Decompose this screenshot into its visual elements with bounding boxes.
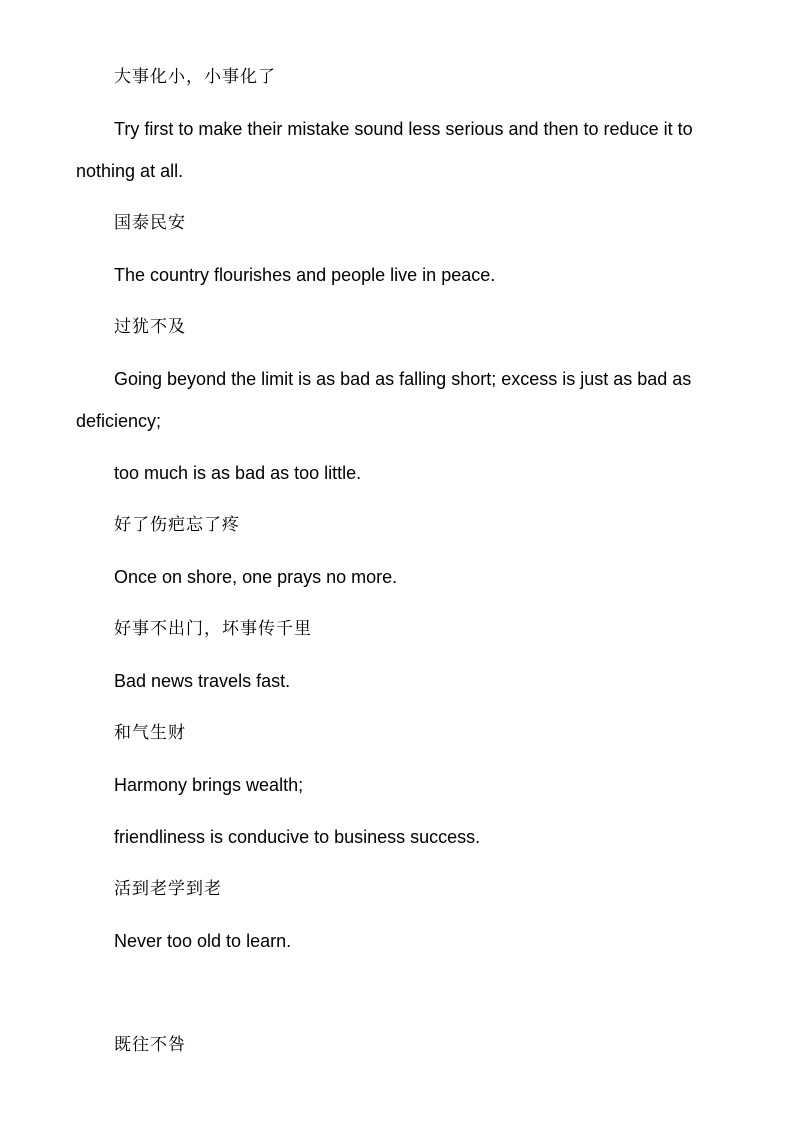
proverb-chinese: 国泰民安	[114, 213, 186, 233]
proverb-chinese: 好了伤疤忘了疼	[114, 515, 240, 535]
translation-line-continued: deficiency;	[76, 411, 162, 431]
proverb-chinese: 既往不咎	[114, 1035, 186, 1055]
proverb-chinese: 好事不出门，坏事传千里	[114, 619, 312, 639]
proverb-chinese: 过犹不及	[114, 317, 186, 337]
translation-line: Bad news travels fast.	[114, 671, 291, 691]
proverb-chinese: 活到老学到老	[114, 879, 222, 899]
translation-line: Harmony brings wealth;	[114, 775, 304, 795]
translation-line: Try first to make their mistake sound less serious and then to reduce it to	[114, 119, 693, 139]
translation-line: Going beyond the limit is as bad as falling short; excess is just as bad as	[114, 369, 692, 389]
translation-line: The country flourishes and people live in peace.	[114, 265, 496, 285]
translation-line-continued: nothing at all.	[76, 161, 184, 181]
translation-line: Once on shore, one prays no more.	[114, 567, 398, 587]
proverb-chinese: 大事化小，小事化了	[114, 67, 276, 87]
translation-line: Never too old to learn.	[114, 931, 292, 951]
translation-line: too much is as bad as too little.	[114, 463, 362, 483]
proverb-chinese: 和气生财	[114, 723, 186, 743]
translation-line: friendliness is conducive to business success.	[114, 827, 481, 847]
